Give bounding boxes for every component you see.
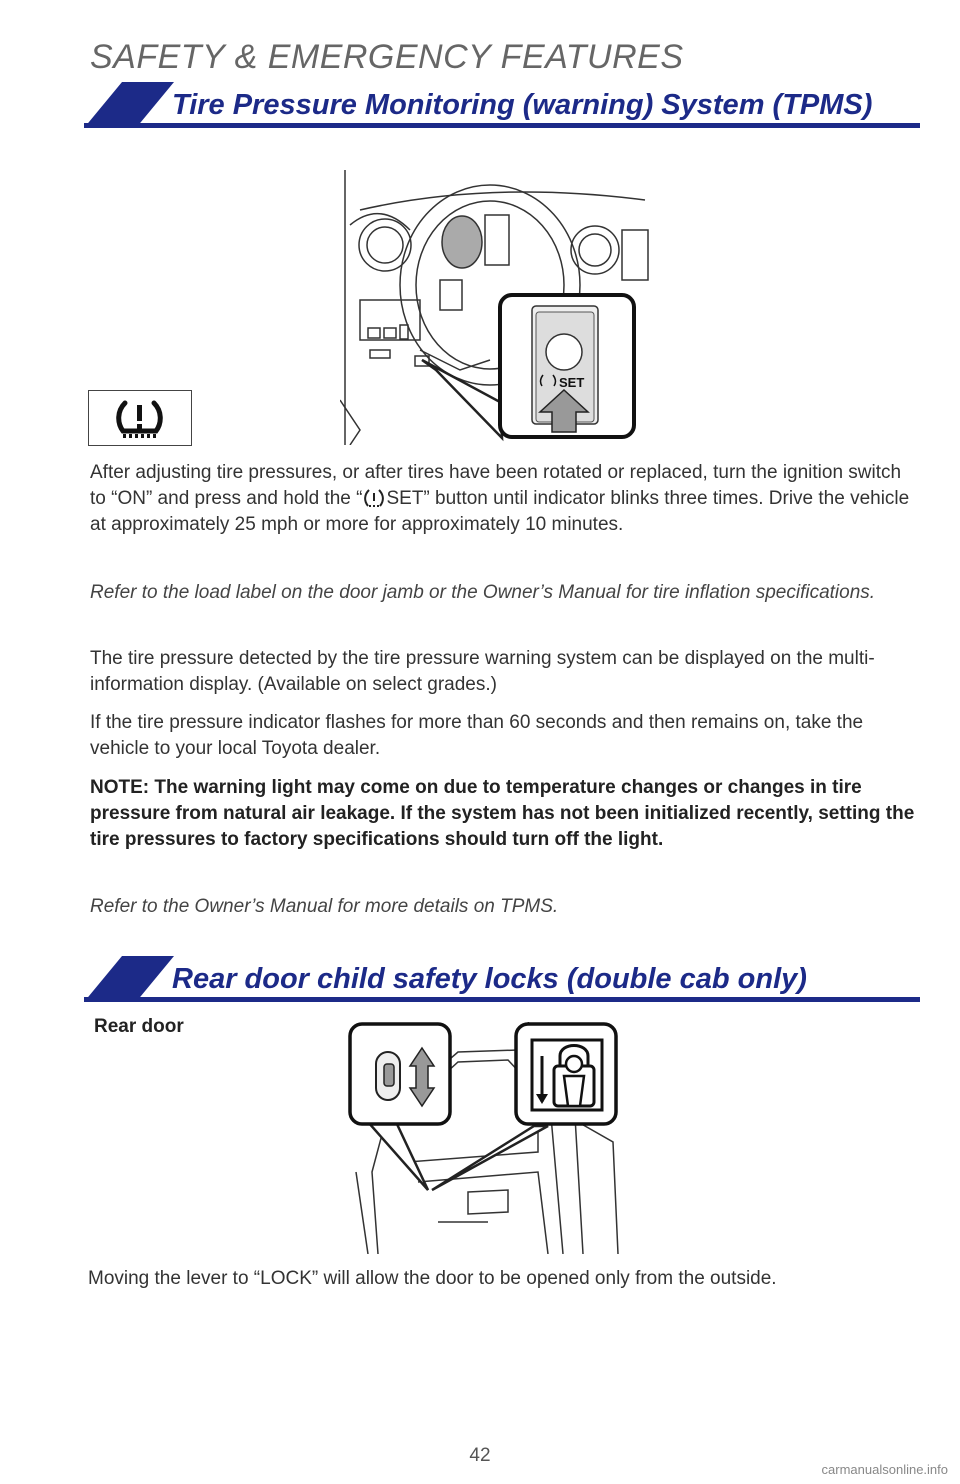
tpms-paragraph-reset: After adjusting tire pressures, or after tires have been rotated or replaced, turn the ignition switch to “ON” and press and hold the “ SET” button until indicator blinks three times. Drive the vehicle at approximately 25 mph or more for approximately 10 minutes. <box>90 462 910 535</box>
tpms-heading: Tire Pressure Monitoring (warning) System (TPMS) <box>172 89 873 121</box>
child-lock-heading: Rear door child safety locks (double cab only) <box>172 963 807 995</box>
tpms-paragraph-display: The tire pressure detected by the tire pressure warning system can be displayed on the multi-information display. (Available on select grades.) <box>90 648 875 695</box>
rear-door-label: Rear door <box>94 1016 184 1037</box>
banner-wedge <box>84 78 174 128</box>
page-number: 42 <box>469 1445 491 1466</box>
dashboard-illustration <box>340 170 650 445</box>
child-lock-icon <box>532 1040 602 1110</box>
tpms-heading-banner <box>84 78 920 128</box>
child-lock-heading-banner <box>84 952 920 1002</box>
set-button-label: SET <box>559 375 585 390</box>
tpms-set-icon <box>363 488 385 508</box>
banner-rule <box>84 123 920 128</box>
watermark: carmanualsonline.info <box>821 1462 948 1477</box>
tpms-note: NOTE: The warning light may come on due to temperature changes or changes in tire pressure from natural air leakage. If the system has not been initialized recently, setting the tire pressures to factory specifications should turn off the light. <box>90 777 915 850</box>
tpms-paragraph-details: Refer to the Owner’s Manual for more details on TPMS. <box>90 896 559 917</box>
child-lock-description: Moving the lever to “LOCK” will allow the door to be opened only from the outside. <box>88 1268 777 1289</box>
tpms-warning-light-box <box>88 390 192 446</box>
tpms-warning-icon <box>89 391 190 444</box>
tpms-paragraph-flashing: If the tire pressure indicator flashes for more than 60 seconds and then remains on, take the vehicle to your local Toyota dealer. <box>90 712 864 759</box>
banner-rule <box>84 997 920 1002</box>
rear-door-illustration <box>348 1022 620 1254</box>
tpms-paragraph-load-label: Refer to the load label on the door jamb or the Owner’s Manual for tire inflation specifications. <box>90 582 876 603</box>
section-title: SAFETY & EMERGENCY FEATURES <box>90 38 684 76</box>
banner-wedge <box>84 952 174 1002</box>
